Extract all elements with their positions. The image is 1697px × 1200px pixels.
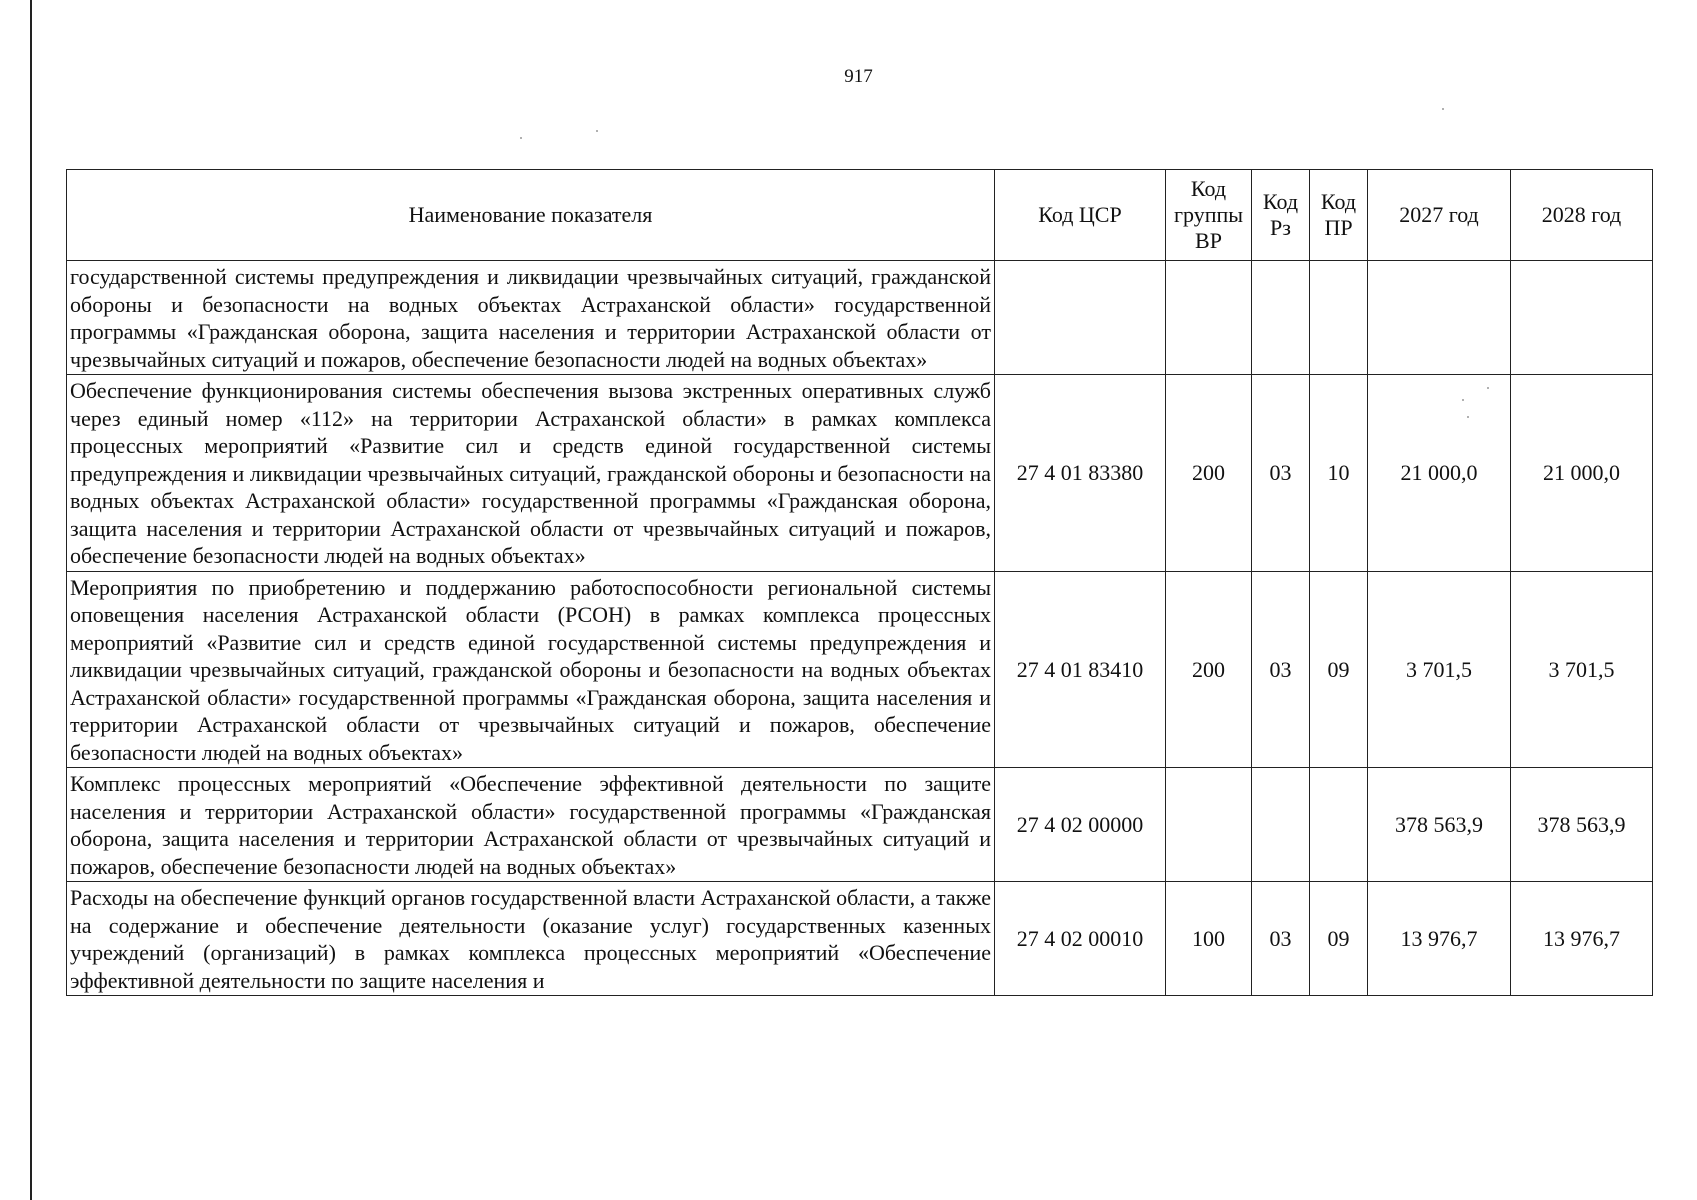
cell-amount-2028	[1511, 261, 1653, 375]
cell-amount-2027: 3 701,5	[1368, 571, 1511, 768]
cell-rz-code: 03	[1252, 882, 1310, 996]
cell-csr-code: 27 4 02 00010	[995, 882, 1166, 996]
table-header-row	[67, 170, 1653, 261]
cell-pr-code: 10	[1310, 375, 1368, 572]
cell-rz-code: 03	[1252, 571, 1310, 768]
header-indicator-name: Наименование показателя	[67, 170, 995, 261]
header-year-2028: 2028 год	[1511, 170, 1653, 261]
cell-pr-code: 09	[1310, 571, 1368, 768]
cell-indicator-name: Обеспечение функционирования системы обеспечения вызова экстренных оперативных служб через единый номер «112» на территории Астраханской области» в рамках комплекса процессных мероприятий «Развитие сил и средств единой государственной системы предупреждения и ликвидации чрезвычайных ситуаций, гражданской обороны и безопасности на водных объектах Астраханской области» государственной программы «Гражданская оборона, защита населения и территории Астраханской области от чрезвычайных ситуаций и пожаров, обеспечение безопасности людей на водных объектах»	[67, 375, 995, 572]
header-year-2027: 2027 год	[1368, 170, 1511, 261]
cell-amount-2028: 3 701,5	[1511, 571, 1653, 768]
scan-speck	[1442, 108, 1444, 110]
cell-vr-code: 100	[1166, 882, 1252, 996]
table-row	[67, 571, 1653, 768]
table-row	[67, 882, 1653, 996]
cell-rz-code: 03	[1252, 375, 1310, 572]
cell-csr-code: 27 4 01 83380	[995, 375, 1166, 572]
cell-amount-2027	[1368, 261, 1511, 375]
cell-rz-code	[1252, 768, 1310, 882]
table-row	[67, 261, 1653, 375]
page-number: 917	[844, 66, 873, 87]
cell-vr-code: 200	[1166, 571, 1252, 768]
cell-amount-2027: 21 000,0	[1368, 375, 1511, 572]
scan-speck	[520, 137, 522, 139]
cell-rz-code	[1252, 261, 1310, 375]
cell-vr-code: 200	[1166, 375, 1252, 572]
cell-amount-2028: 378 563,9	[1511, 768, 1653, 882]
header-vr-group-code: Код группы ВР	[1166, 170, 1252, 261]
cell-csr-code	[995, 261, 1166, 375]
cell-csr-code: 27 4 02 00000	[995, 768, 1166, 882]
cell-amount-2028: 21 000,0	[1511, 375, 1653, 572]
cell-pr-code: 09	[1310, 882, 1368, 996]
scan-speck	[596, 130, 598, 132]
budget-table	[66, 169, 1653, 996]
table-row	[67, 375, 1653, 572]
cell-indicator-name: Комплекс процессных мероприятий «Обеспечение эффективной деятельности по защите населения и территории Астраханской области» государственной программы «Гражданская оборона, защита населения и территории Астраханской области от чрезвычайных ситуаций и пожаров, обеспечение безопасности людей на водных объектах»	[67, 768, 995, 882]
cell-amount-2027: 13 976,7	[1368, 882, 1511, 996]
cell-pr-code	[1310, 768, 1368, 882]
cell-vr-code	[1166, 768, 1252, 882]
binding-line	[30, 0, 32, 1200]
cell-amount-2028: 13 976,7	[1511, 882, 1653, 996]
header-pr-code: Код ПР	[1310, 170, 1368, 261]
cell-csr-code: 27 4 01 83410	[995, 571, 1166, 768]
header-rz-code: Код Рз	[1252, 170, 1310, 261]
table-row	[67, 768, 1653, 882]
cell-indicator-name: Мероприятия по приобретению и поддержанию работоспособности региональной системы оповещения населения Астраханской области (РСОН) в рамках комплекса процессных мероприятий «Развитие сил и средств единой государственной системы предупреждения и ликвидации чрезвычайных ситуаций, гражданской обороны и безопасности на водных объектах Астраханской области» государственной программы «Гражданская оборона, защита населения и территории Астраханской области от чрезвычайных ситуаций и пожаров, обеспечение безопасности людей на водных объектах»	[67, 571, 995, 768]
cell-vr-code	[1166, 261, 1252, 375]
cell-indicator-name: государственной системы предупреждения и ликвидации чрезвычайных ситуаций, гражданской обороны и безопасности на водных объектах Астраханской области» государственной программы «Гражданская оборона, защита населения и территории Астраханской области от чрезвычайных ситуаций и пожаров, обеспечение безопасности людей на водных объектах»	[67, 261, 995, 375]
cell-pr-code	[1310, 261, 1368, 375]
cell-indicator-name: Расходы на обеспечение функций органов государственной власти Астраханской области, а также на содержание и обеспечение деятельности (оказание услуг) государственных казенных учреждений (организаций) в рамках комплекса процессных мероприятий «Обеспечение эффективной деятельности по защите населения и	[67, 882, 995, 996]
cell-amount-2027: 378 563,9	[1368, 768, 1511, 882]
header-csr-code: Код ЦСР	[995, 170, 1166, 261]
